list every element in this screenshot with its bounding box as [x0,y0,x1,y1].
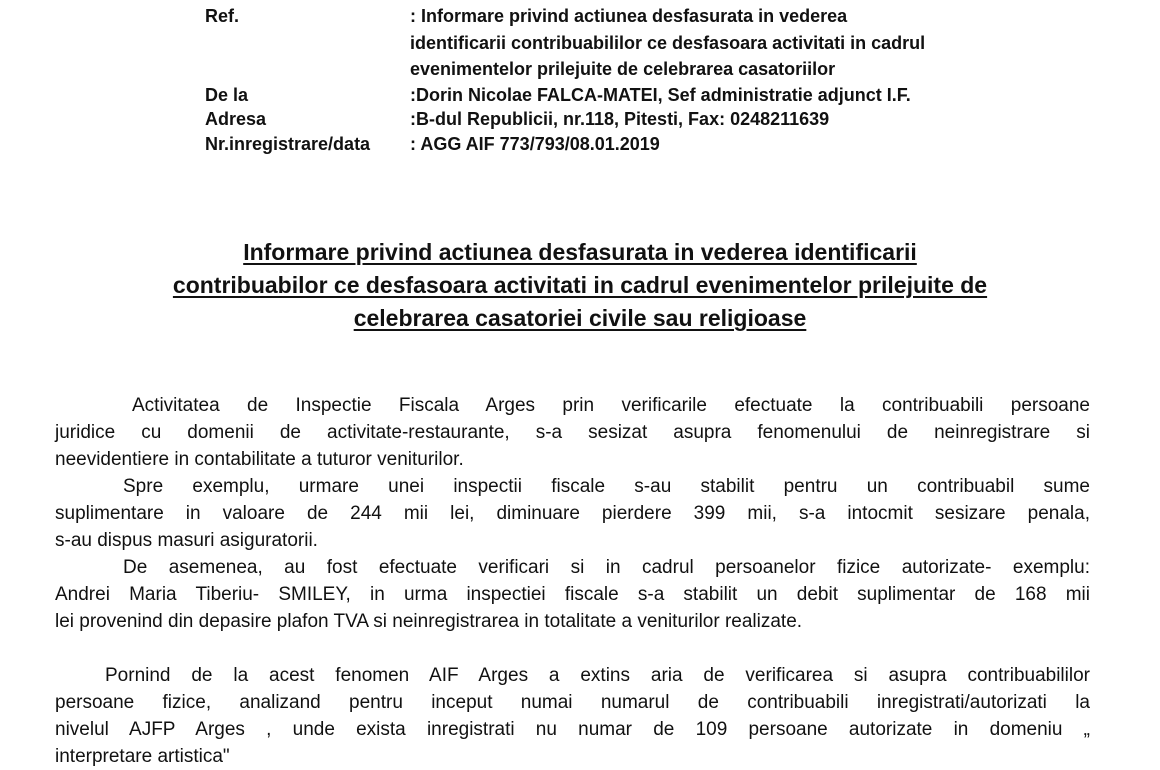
ref-label: Ref. [205,6,240,26]
body-line-7: De asemenea, au fost efectuate verificari si in cadrul persoanelor fizice autorizate- exemplu: [123,557,1090,578]
from-value: :Dorin Nicolae FALCA-MATEI, Sef administratie adjunct I.F. [410,85,911,105]
registration-value: : AGG AIF 773/793/08.01.2019 [410,134,660,154]
body-line-8: Andrei Maria Tiberiu- SMILEY, in urma inspectiei fiscale s-a stabilit un debit suplimentar de 168 mii [55,584,1090,605]
registration-label: Nr.inregistrare/data [205,134,371,154]
body-line-3: neevidentiere in contabilitate a tuturor veniturilor. [55,449,464,470]
body-line-9: lei provenind din depasire plafon TVA si neinregistrarea in totalitate a veniturilor realizate. [55,611,803,632]
body-line-12: nivelul AJFP Arges , unde exista inregistrati nu numar de 109 persoane autorizate in domeniu „ [55,719,1090,740]
body-line-11: persoane fizice, analizand pentru inceput numai numarul de contribuabili inregistrati/autorizati la [55,692,1090,713]
body-line-5: suplimentare in valoare de 244 mii lei, diminuare pierdere 399 mii, s-a intocmit sesizare penala, [55,503,1090,524]
body-line-10: Pornind de la acest fenomen AIF Arges a extins aria de verificarea si asupra contribuabililor [105,665,1090,686]
body-line-1: Activitatea de Inspectie Fiscala Arges prin verificarile efectuate la contribuabili persoane [132,395,1090,416]
address-value: :B-dul Republicii, nr.118, Pitesti, Fax: 0248211639 [410,109,830,129]
ref-value-line-1: : Informare privind actiunea desfasurata in vederea [410,6,848,26]
document-title-line-1: Informare privind actiunea desfasurata in vederea identificarii [243,239,917,265]
body-line-13: interpretare artistica" [55,746,230,767]
document-title-line-2: contribuabilor ce desfasoara activitati in cadrul evenimentelor prilejuite de [172,272,988,298]
address-label: Adresa [205,109,267,129]
from-label: De la [205,85,249,105]
body-line-4: Spre exemplu, urmare unei inspectii fiscale s-au stabilit pentru un contribuabil sume [123,476,1090,497]
ref-value-line-2: identificarii contribuabililor ce desfasoara activitati in cadrul [410,33,926,53]
ref-value-line-3: evenimentelor prilejuite de celebrarea casatoriilor [410,59,836,79]
document-title-line-3: celebrarea casatoriei civile sau religioase [353,305,807,331]
body-line-6: s-au dispus masuri asiguratorii. [55,530,318,551]
body-line-2: juridice cu domenii de activitate-restaurante, s-a sesizat asupra fenomenului de neinregistrare si [55,422,1090,443]
